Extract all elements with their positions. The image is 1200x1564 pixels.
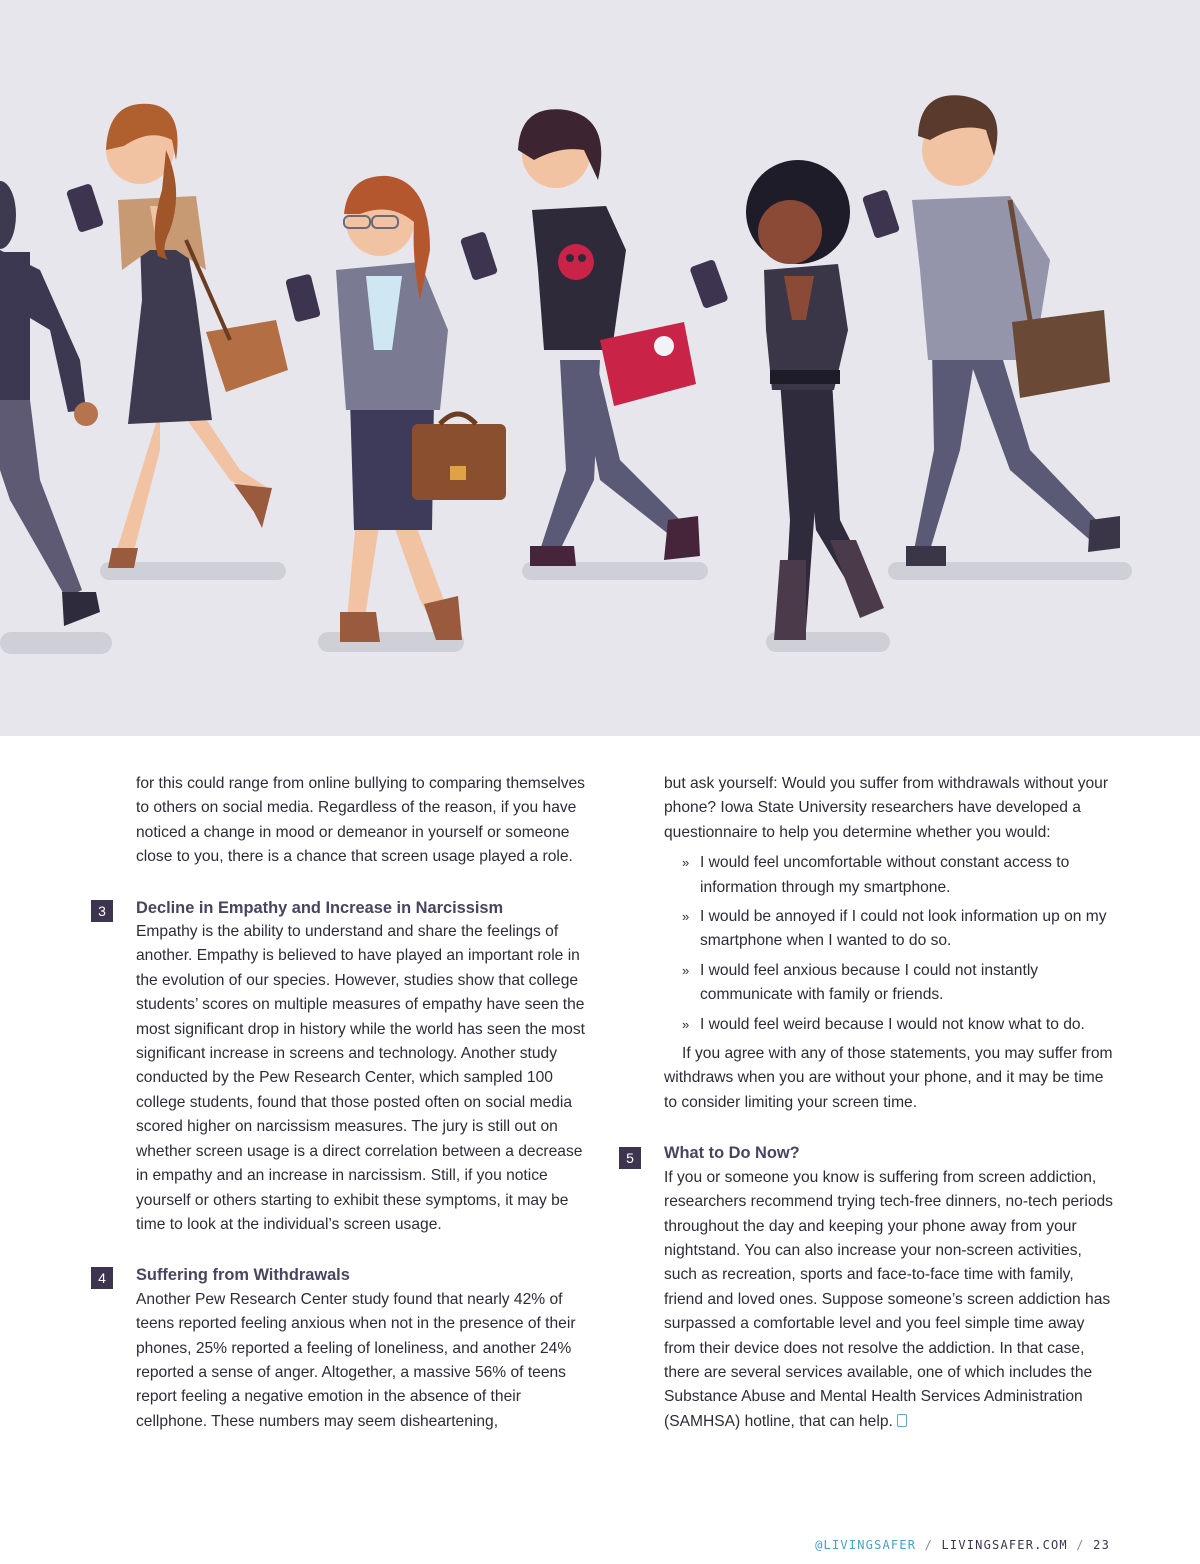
section-heading: Decline in Empathy and Increase in Narcissism <box>136 898 504 917</box>
section-4 <box>98 1263 588 1434</box>
footer-separator: / <box>916 1538 942 1552</box>
left-column <box>98 772 588 1434</box>
person-woman-braid <box>66 104 288 568</box>
right-column <box>626 772 1116 1434</box>
person-man-messenger-bag <box>862 95 1120 566</box>
bullet-marker: » <box>682 855 690 871</box>
list-item: » I would feel weird because I would not know what to do. <box>682 1013 1116 1037</box>
website: LIVINGSAFER.COM <box>941 1538 1068 1552</box>
section-heading: What to Do Now? <box>664 1144 800 1163</box>
list-item: » I would be annoyed if I could not look information up on my smartphone when I wanted to do so. <box>682 905 1116 954</box>
page-number: 23 <box>1093 1538 1110 1552</box>
bullet-marker: » <box>682 1016 690 1032</box>
right-intro-paragraph: but ask yourself: Would you suffer from withdrawals without your phone? Iowa State University researchers have developed a questionnaire to help you determine whether you would: <box>664 775 1109 841</box>
person-left-edge <box>0 181 100 626</box>
page-footer <box>815 1538 1110 1552</box>
section-body: Empathy is the ability to understand and share the feelings of another. Empathy is believed to have played an important role in the evolution of our species. However, studies show that college students’ scores on multiple measures of empathy have seen the most significant drop in history while the world has seen the most significant increase in screens and technology. Another study conducted by the Pew Research Center, which sampled 100 college students, found that those posted often on social media scored higher on narcissism measures. The jury is still out on whether screen usage is a direct correlation between a decrease in empathy and an increase in narcissism. Still, if you notice yourself or others starting to exhibit these symptoms, it may be time to look at the individual’s screen usage. <box>136 923 585 1233</box>
section-number-badge: 5 <box>619 1147 641 1169</box>
people-walking-with-phones-illustration <box>0 0 1200 736</box>
section-number-badge: 3 <box>91 900 113 922</box>
section-number-badge: 4 <box>91 1267 113 1289</box>
end-of-article-icon <box>897 1414 907 1427</box>
section-5 <box>626 1141 1116 1434</box>
questionnaire-list <box>664 851 1116 1037</box>
left-intro-paragraph: for this could range from online bullying to comparing themselves to others on social media. Regardless of the reason, if you have noticed a change in mood or demeanor in yourself or someone close to you, there is a chance that screen usage played a role. <box>136 775 585 866</box>
bullet-marker: » <box>682 909 690 925</box>
section-body: Another Pew Research Center study found that nearly 42% of teens reported feeling anxious when not in the presence of their phones, 25% reported a feeling of loneliness, and another 24% reported a sense of anger. Altogether, a massive 56% of teens report feeling a negative emotion in the absence of their cellphone. These numbers may seem disheartening, <box>136 1290 576 1430</box>
list-item: » I would feel uncomfortable without constant access to information through my smartphone. <box>682 851 1116 900</box>
section-body: If you or someone you know is suffering from screen addiction, researchers recommend trying tech-free dinners, no-tech periods throughout the day and keeping your phone away from your nightstand. You can also increase your non-screen activities, such as recreation, sports and face-to-face time with family, friend and loved ones. Suppose someone’s screen addiction has surpassed a comfortable level and you feel simple time away from their device does not resolve the addiction. In that case, there are several services available, one of which includes the Substance Abuse and Mental Health Services Administration (SAMHSA) hotline, that can help. <box>664 1168 1113 1430</box>
footer-separator: / <box>1067 1538 1094 1552</box>
section-heading: Suffering from Withdrawals <box>136 1266 350 1285</box>
social-handle: @LIVINGSAFER <box>815 1538 917 1552</box>
bullet-marker: » <box>682 962 690 978</box>
list-item: » I would feel anxious because I could not instantly communicate with family or friends. <box>682 959 1116 1008</box>
person-woman-afro <box>689 160 884 640</box>
after-list-paragraph: If you agree with any of those statements, you may suffer from withdraws when you are without your phone, and it may be time to consider limiting your screen time. <box>664 1045 1113 1111</box>
hero-illustration <box>0 0 1200 736</box>
section-3 <box>98 896 588 1238</box>
